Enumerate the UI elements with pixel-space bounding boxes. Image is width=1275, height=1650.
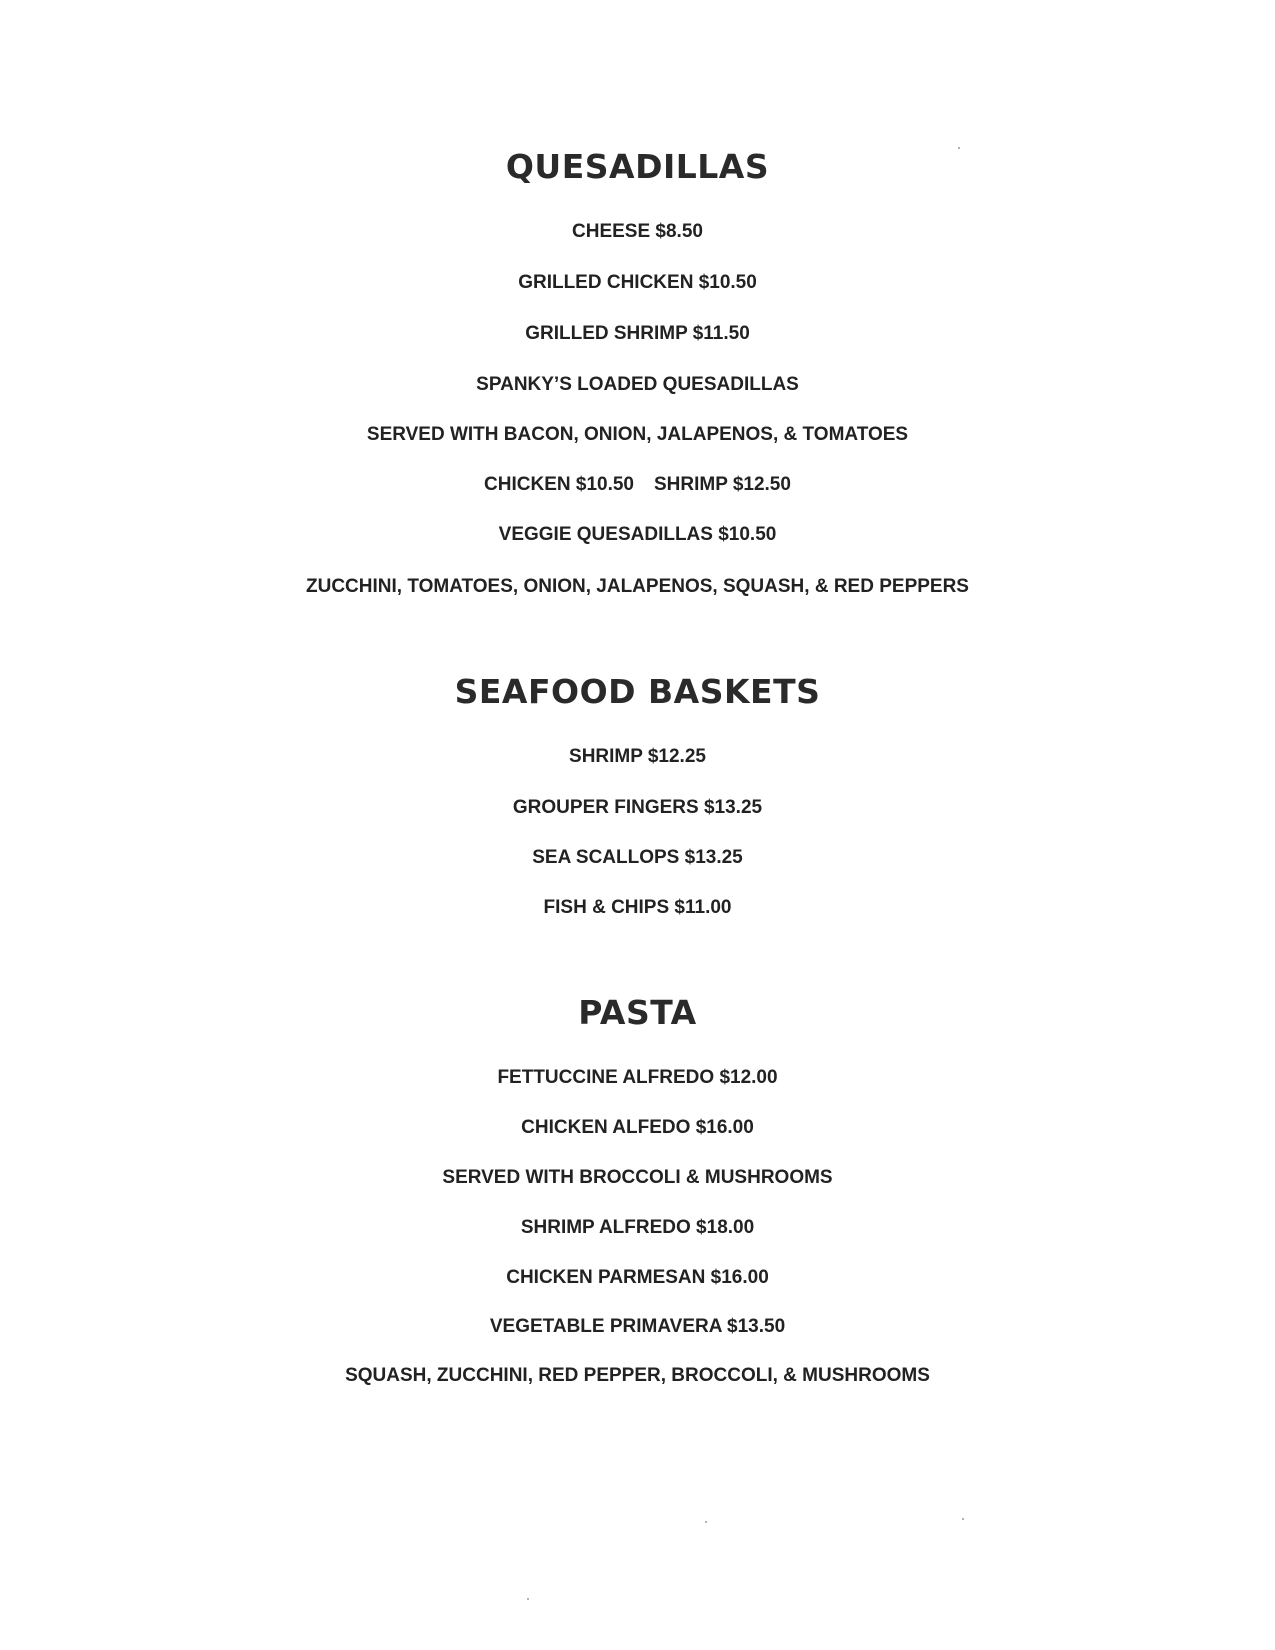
menu-item-chicken-alfredo: CHICKEN ALFEDO $16.00 — [521, 1117, 754, 1138]
menu-item-shrimp-alfredo: SHRIMP ALFREDO $18.00 — [520, 1217, 755, 1238]
price-option-chicken: CHICKEN $10.50 — [484, 474, 634, 495]
menu-item-grouper-fingers: GROUPER FINGERS $13.25 — [512, 797, 763, 818]
menu-item-description: SERVED WITH BACON, ONION, JALAPENOS, & TOMATOES — [366, 424, 909, 445]
price-option-shrimp: SHRIMP $12.50 — [654, 474, 791, 495]
menu-item-fettuccine-alfredo: FETTUCCINE ALFREDO $12.00 — [497, 1067, 778, 1088]
menu-item-cheese: CHEESE $8.50 — [572, 221, 703, 242]
section-heading-seafood-baskets: SEAFOOD BASKETS — [454, 672, 821, 711]
scan-speck — [962, 1518, 964, 1520]
menu-item-grilled-chicken: GRILLED CHICKEN $10.50 — [518, 272, 757, 293]
menu-item-description: SQUASH, ZUCCHINI, RED PEPPER, BROCCOLI, & MUSHROOMS — [345, 1365, 930, 1386]
scan-speck — [527, 1598, 529, 1600]
menu-item-price-options — [0, 475, 1275, 494]
scan-speck — [958, 147, 960, 149]
section-heading-quesadillas: QUESADILLAS — [505, 147, 770, 186]
menu-item-vegetable-primavera: VEGETABLE PRIMAVERA $13.50 — [489, 1316, 786, 1337]
menu-item-loaded-quesadillas: SPANKY’S LOADED QUESADILLAS — [476, 374, 799, 395]
menu-item-sea-scallops: SEA SCALLOPS $13.25 — [532, 847, 743, 868]
menu-item-veggie-quesadillas: VEGGIE QUESADILLAS $10.50 — [498, 524, 777, 545]
menu-item-fish-and-chips: FISH & CHIPS $11.00 — [543, 897, 732, 918]
menu-item-description: SERVED WITH BROCCOLI & MUSHROOMS — [442, 1167, 833, 1188]
menu-item-grilled-shrimp: GRILLED SHRIMP $11.50 — [525, 323, 750, 344]
menu-item-chicken-parmesan: CHICKEN PARMESAN $16.00 — [506, 1267, 769, 1288]
scan-speck — [705, 1521, 707, 1523]
menu-item-description: ZUCCHINI, TOMATOES, ONION, JALAPENOS, SQUASH, & RED PEPPERS — [306, 576, 969, 597]
menu-item-shrimp: SHRIMP $12.25 — [569, 746, 706, 767]
section-heading-pasta: PASTA — [578, 993, 697, 1032]
